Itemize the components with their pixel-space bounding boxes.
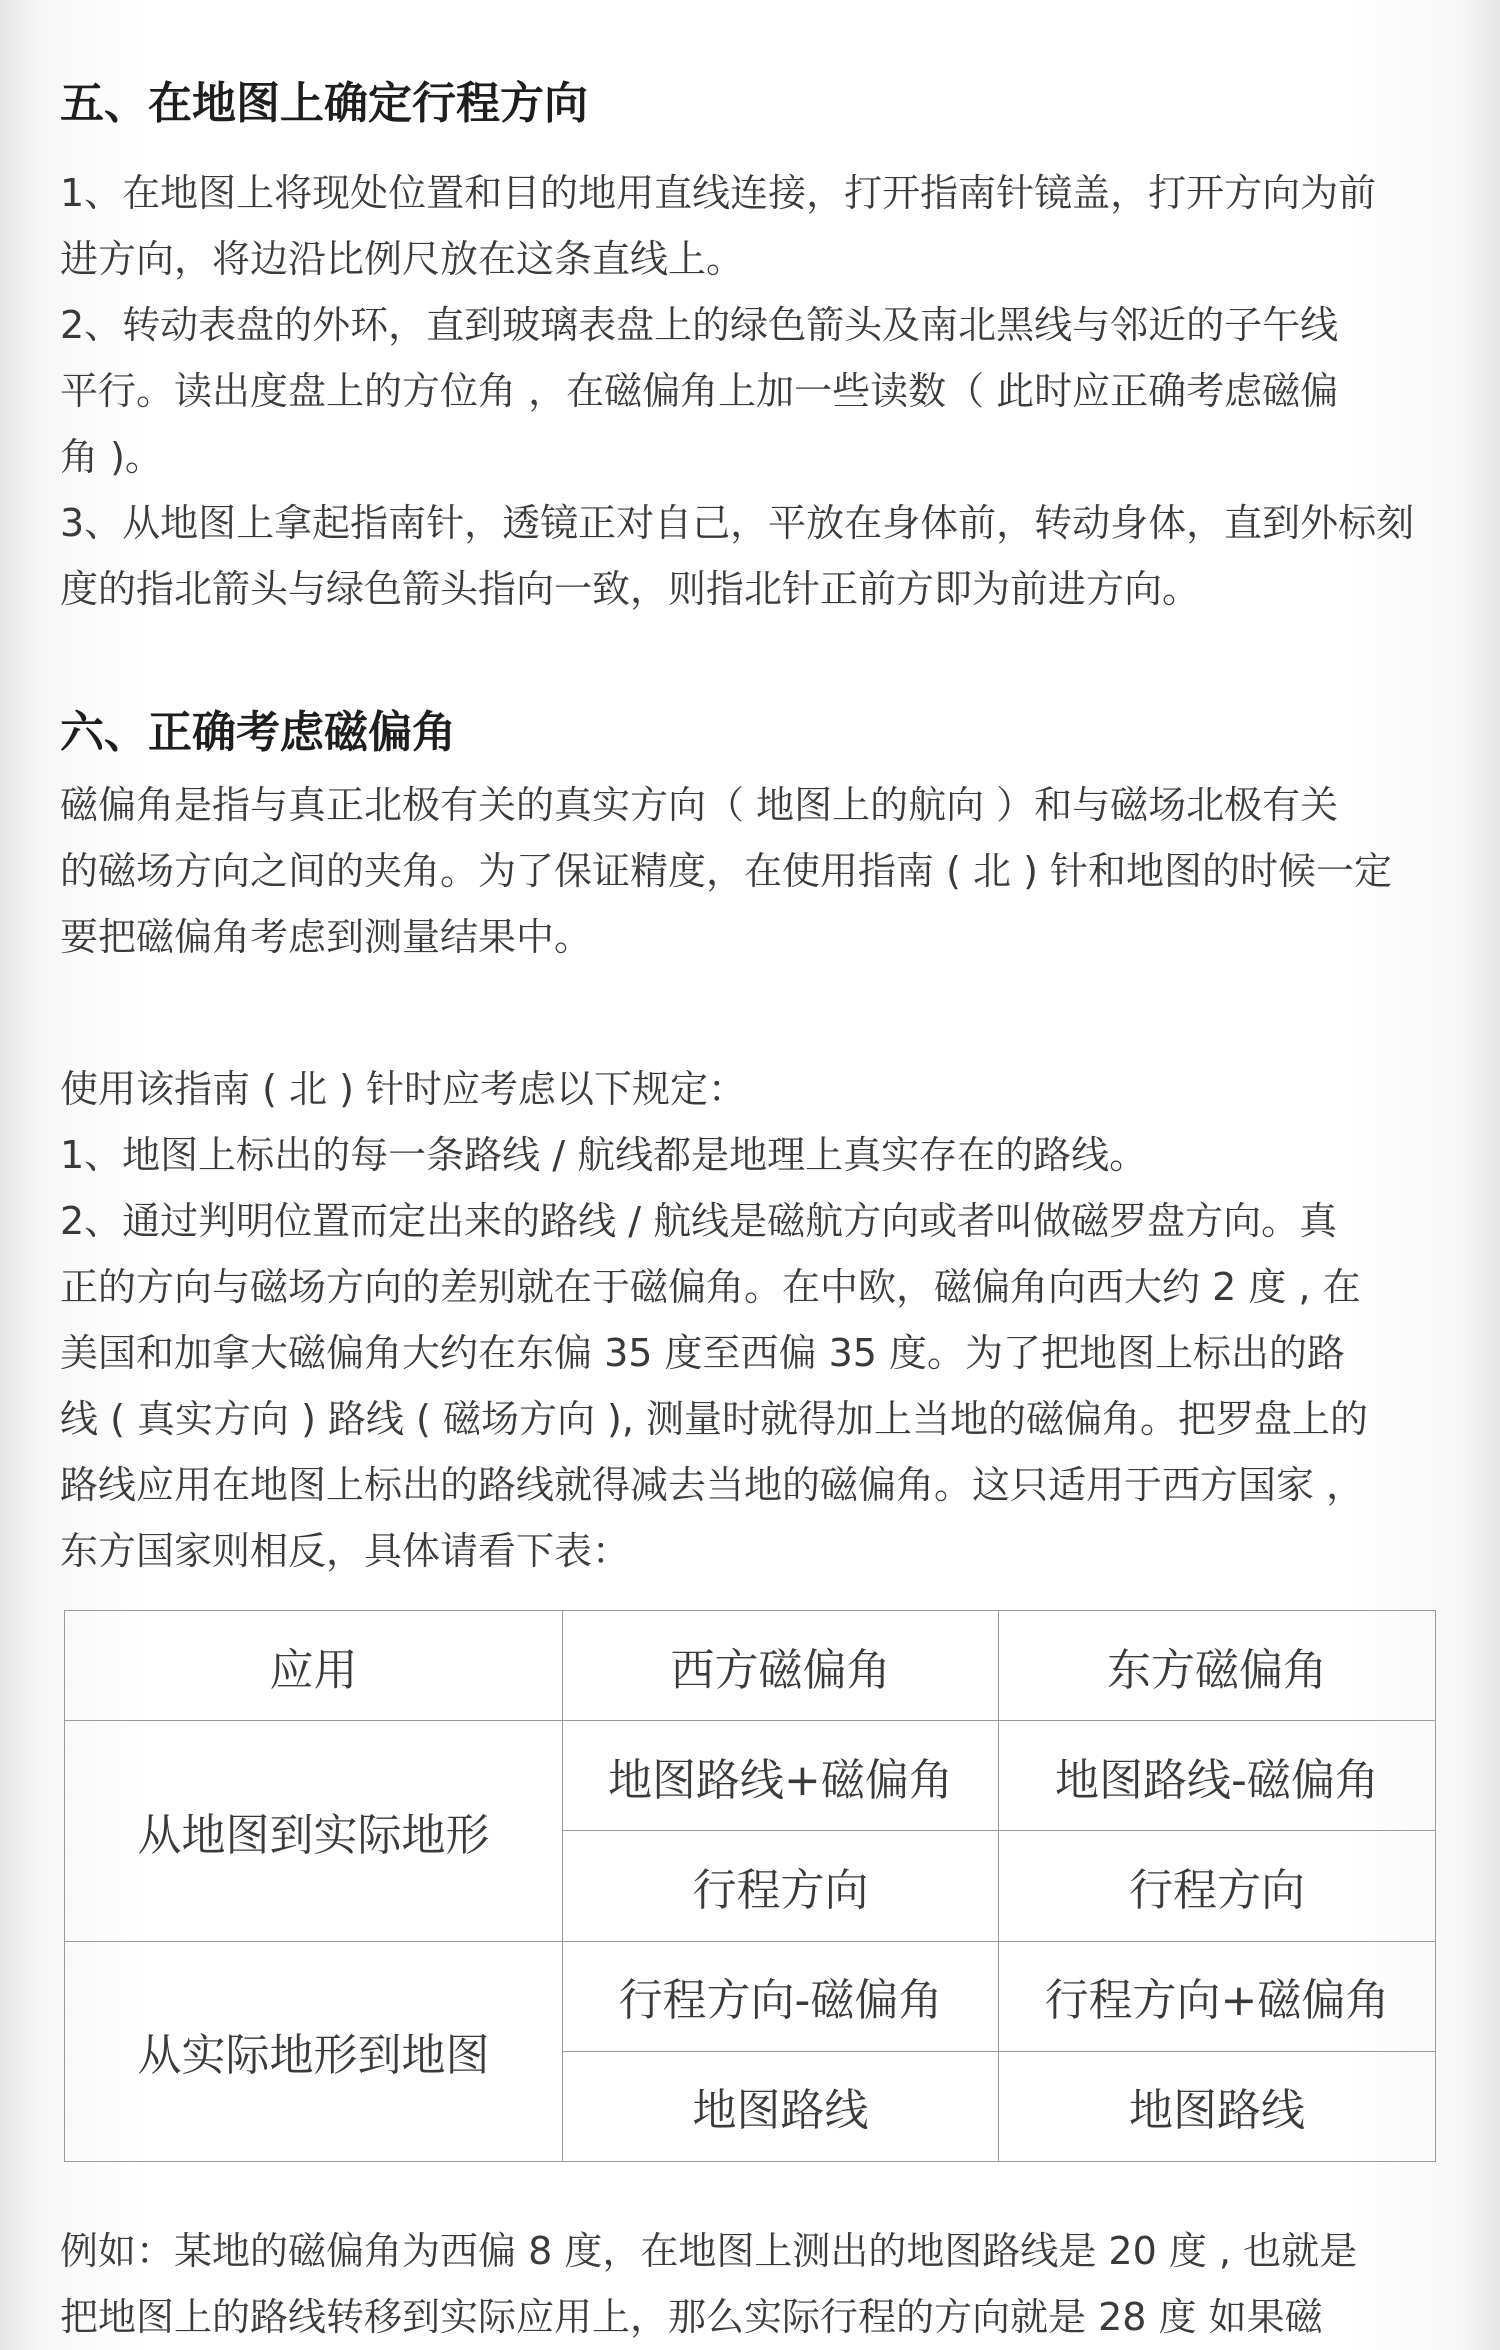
table-cell: 地图路线 (999, 2051, 1436, 2161)
paragraph-line: 东方国家则相反，具体请看下表： (60, 1529, 631, 1573)
paragraph-line: 角 )。 (60, 435, 163, 479)
table-header-cell: 西方磁偏角 (563, 1611, 999, 1721)
table-cell: 行程方向-磁偏角 (563, 1941, 999, 2051)
paragraph-line: 例如：某地的磁偏角为西偏 8 度，在地图上测出的地图路线是 20 度 , 也就是 (60, 2229, 1358, 2273)
table-cell: 行程方向+磁偏角 (999, 1941, 1436, 2051)
table-cell: 地图路线-磁偏角 (999, 1721, 1436, 1831)
table-header-cell: 应用 (65, 1611, 563, 1721)
table-group-label: 从地图到实际地形 (65, 1721, 563, 1941)
paragraph-line: 1、地图上标出的每一条路线 / 航线都是地理上真实存在的路线。 (60, 1133, 1148, 1177)
table-cell: 地图路线+磁偏角 (563, 1721, 999, 1831)
section-5-heading: 五、在地图上确定行程方向 (60, 78, 588, 129)
paragraph-line: 的磁场方向之间的夹角。为了保证精度，在使用指南 ( 北 ) 针和地图的时候一定 (60, 849, 1392, 893)
rules-body (60, 1056, 1440, 1584)
paragraph-line: 1、在地图上将现处位置和目的地用直线连接，打开指南针镜盖，打开方向为前 (60, 171, 1377, 215)
paragraph-line: 正的方向与磁场方向的差别就在于磁偏角。在中欧，磁偏角向西大约 2 度 , 在 (60, 1265, 1361, 1309)
paragraph-line: 使用该指南 ( 北 ) 针时应考虑以下规定： (60, 1067, 746, 1111)
table-group-label: 从实际地形到地图 (65, 1941, 563, 2161)
paragraph-line: 平行。读出度盘上的方位角 ，在磁偏角上加一些读数（ 此时应正确考虑磁偏 (60, 369, 1339, 413)
example-body (60, 2218, 1440, 2350)
paragraph-line: 把地图上的路线转移到实际应用上，那么实际行程的方向就是 28 度 如果磁 (60, 2295, 1323, 2339)
paragraph-line: 路线应用在地图上标出的路线就得减去当地的磁偏角。这只适用于西方国家 ， (60, 1463, 1365, 1507)
paragraph-line: 要把磁偏角考虑到测量结果中。 (60, 915, 593, 959)
table-cell: 行程方向 (999, 1831, 1436, 1941)
paragraph-line: 磁偏角是指与真正北极有关的真实方向（ 地图上的航向 ）和与磁场北极有关 (60, 783, 1339, 827)
section-6-body (60, 772, 1440, 970)
section-5-body (60, 160, 1440, 622)
paragraph-line: 美国和加拿大磁偏角大约在东偏 35 度至西偏 35 度。为了把地图上标出的路 (60, 1331, 1346, 1375)
paragraph-line: 线 ( 真实方向 ) 路线 ( 磁场方向 ), 测量时就得加上当地的磁偏角。把罗盘上的 (60, 1397, 1369, 1441)
table-row (65, 1941, 1436, 2051)
table-row (65, 1721, 1436, 1831)
table-cell: 地图路线 (563, 2051, 999, 2161)
paragraph-line: 进方向，将边沿比例尺放在这条直线上。 (60, 237, 745, 281)
section-6-heading: 六、正确考虑磁偏角 (60, 707, 456, 758)
paragraph-line: 3、从地图上拿起指南针，透镜正对自己，平放在身体前，转动身体，直到外标刻 (60, 501, 1415, 545)
paragraph-line: 2、通过判明位置而定出来的路线 / 航线是磁航方向或者叫做磁罗盘方向。真 (60, 1199, 1338, 1243)
table-cell: 行程方向 (563, 1831, 999, 1941)
paragraph-line: 度的指北箭头与绿色箭头指向一致，则指北针正前方即为前进方向。 (60, 567, 1201, 611)
table-header-row (65, 1611, 1436, 1721)
declination-table (64, 1610, 1436, 2162)
table-header-cell: 东方磁偏角 (999, 1611, 1436, 1721)
paragraph-line: 2、转动表盘的外环，直到玻璃表盘上的绿色箭头及南北黑线与邻近的子午线 (60, 303, 1339, 347)
